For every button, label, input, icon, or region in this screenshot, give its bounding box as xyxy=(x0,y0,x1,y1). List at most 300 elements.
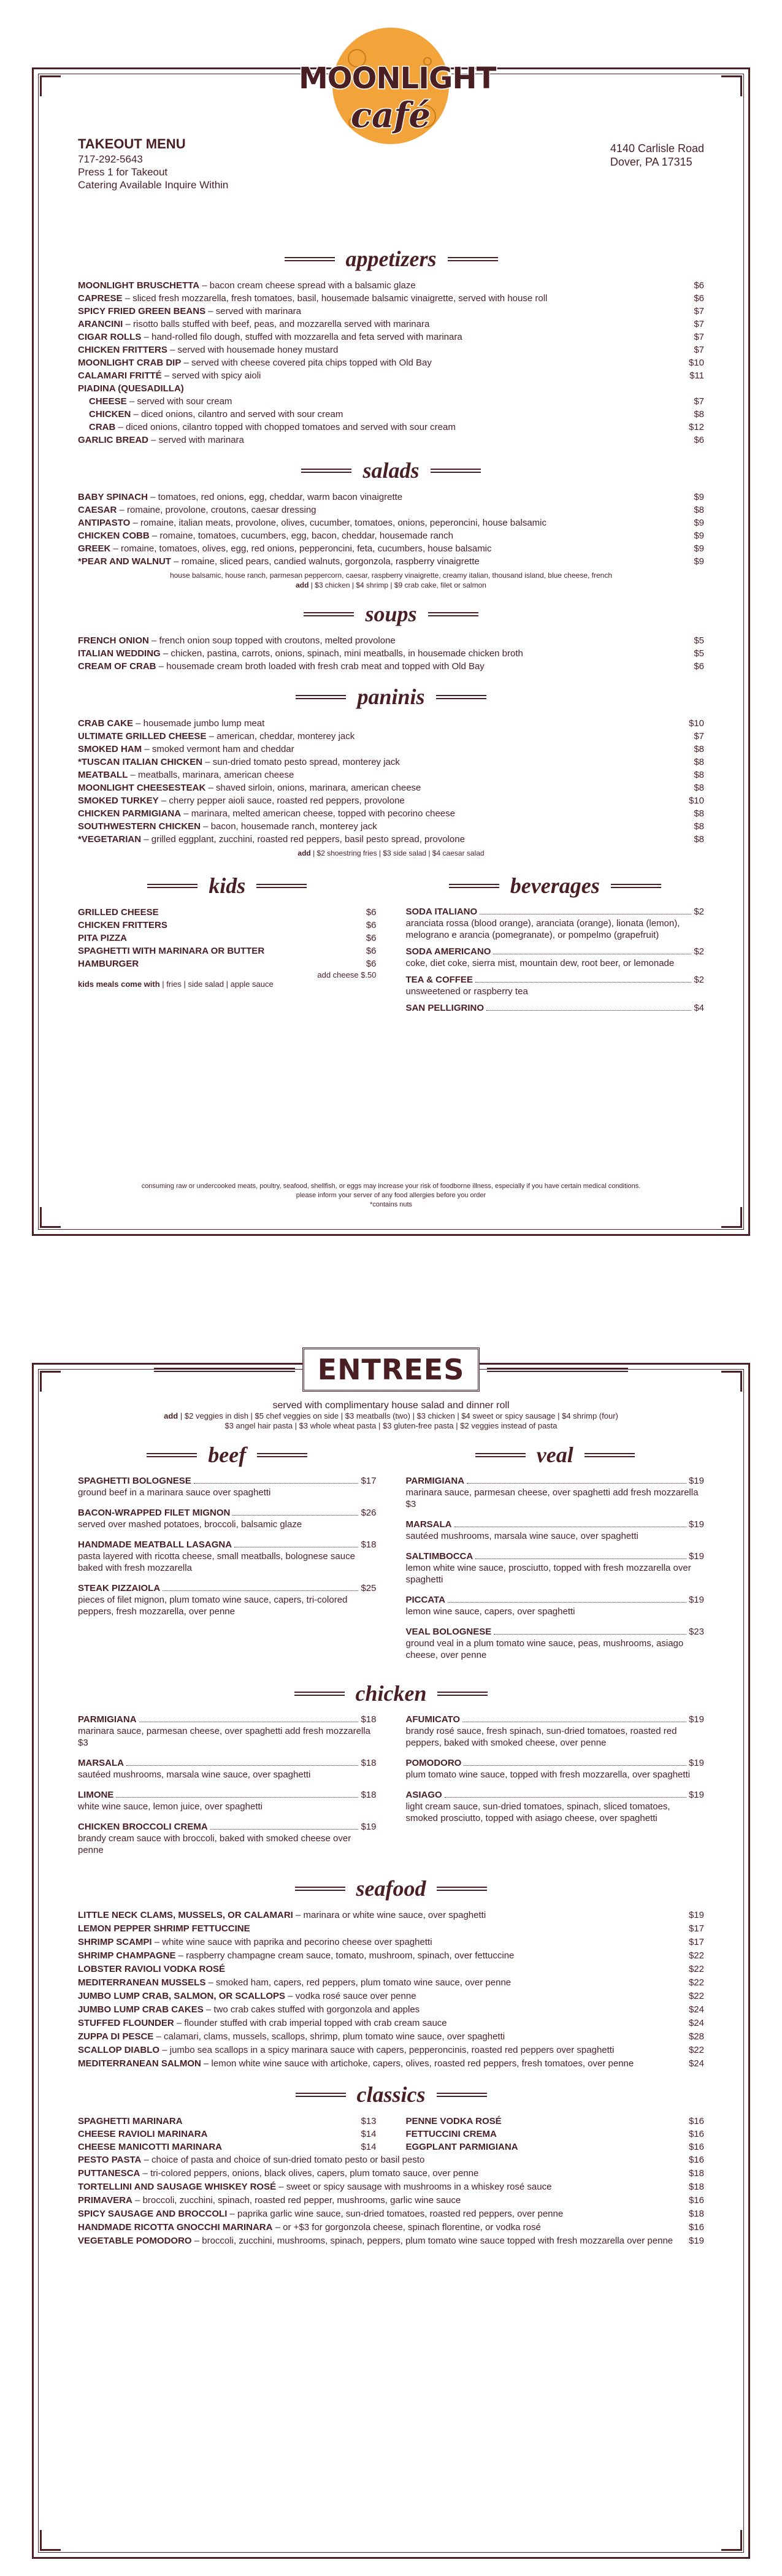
menu-item-text xyxy=(78,1922,685,1936)
entree-item xyxy=(78,1789,377,1812)
menu-item-name: ANTIPASTO xyxy=(78,518,131,528)
entrees-banner xyxy=(78,1347,704,1392)
entree-item-description: marinara sauce, parmesan cheese, over spaghetti add fresh mozzarella $3 xyxy=(78,1726,370,1748)
entree-item-price: $4 xyxy=(694,1003,704,1013)
entree-item-name: SPAGHETTI BOLOGNESE xyxy=(78,1476,191,1486)
entree-item-header xyxy=(406,974,705,986)
menu-item-text xyxy=(78,292,690,305)
menu-item-text xyxy=(78,2207,685,2221)
menu-item-description: – housemade jumbo lump meat xyxy=(133,718,265,729)
menu-item-price: $14 xyxy=(361,2142,377,2152)
menu-item-price: $6 xyxy=(694,293,704,304)
menu-item-description: – chicken, pastina, carrots, onions, spinach, mini meatballs, in housemade chicken broth xyxy=(160,648,523,659)
beverages-section xyxy=(406,862,705,1019)
ornament-corner xyxy=(721,1207,742,1228)
menu-item-text xyxy=(78,504,690,516)
menu-item-price: $22 xyxy=(688,1964,704,1974)
menu-footer xyxy=(78,1182,704,1209)
menu-item-name: *PEAR AND WALNUT xyxy=(78,556,171,567)
menu-item-price: $6 xyxy=(366,933,377,943)
entree-item-header xyxy=(406,906,705,918)
menu-item xyxy=(78,434,704,447)
menu-item-text xyxy=(78,2221,685,2234)
menu-item xyxy=(78,2030,704,2044)
menu-item-description: – diced onions, cilantro and served with sour cream xyxy=(131,409,343,420)
menu-item xyxy=(78,2234,704,2248)
menu-item-price: $16 xyxy=(688,2195,704,2206)
menu-item-name: MOONLIGHT CHEESESTEAK xyxy=(78,783,206,793)
menu-item-description: – marinara, melted american cheese, topped with pecorino cheese xyxy=(181,808,455,819)
menu-item-text xyxy=(78,919,362,932)
menu-item-description: – bacon cream cheese spread with a balsamic glaze xyxy=(199,280,416,291)
leader-dots xyxy=(462,1714,686,1722)
menu-item-text xyxy=(78,1936,685,1949)
menu-item xyxy=(78,2017,704,2030)
menu-item-text xyxy=(406,2115,685,2128)
chicken-columns xyxy=(78,1714,704,1865)
entree-item-description: brandy rosé sauce, fresh spinach, sun-dried tomatoes, roasted red peppers, baked with smoked cheese, over penne xyxy=(405,1726,677,1748)
menu-item-name: SMOKED HAM xyxy=(78,744,142,754)
menu-item-text xyxy=(78,820,690,833)
menu-item-name: TORTELLINI AND SAUSAGE WHISKEY ROSÉ xyxy=(78,2182,277,2192)
entree-item-description: coke, diet coke, sierra mist, mountain dew, root beer, or lemonade xyxy=(405,958,675,968)
entree-item-name: BACON-WRAPPED FILET MIGNON xyxy=(78,1508,231,1518)
menu-item-name: HAMBURGER xyxy=(78,959,139,969)
entree-item-price: $23 xyxy=(688,1627,704,1637)
menu-item-price: $8 xyxy=(694,821,704,832)
entree-item-header xyxy=(406,1757,705,1769)
menu-item xyxy=(78,279,704,292)
entree-item-description: pieces of filet mignon, plum tomato wine sauce, capers, tri-colored peppers, fresh mozzarella, over penne xyxy=(78,1595,348,1617)
menu-item xyxy=(78,957,377,970)
menu-item xyxy=(78,660,704,673)
entree-item-price: $18 xyxy=(361,1714,377,1725)
menu-item-name: SOUTHWESTERN CHICKEN xyxy=(78,821,201,832)
salad-addons: add | $3 chicken | $4 shrimp | $9 crab cake, filet or salmon xyxy=(296,581,486,589)
menu-item xyxy=(78,1990,704,2003)
menu-item-text xyxy=(78,279,690,292)
leader-dots xyxy=(475,1551,686,1559)
menu-item xyxy=(78,292,704,305)
logo-name-top: MOONLIGHT xyxy=(299,61,496,96)
entree-item xyxy=(406,946,705,969)
menu-item xyxy=(78,820,704,833)
menu-item-description: – american, cheddar, monterey jack xyxy=(206,731,355,742)
menu-item-description: – choice of pasta and choice of sun-dried tomato pesto or basil pesto xyxy=(141,2155,425,2165)
menu-item-name: SCALLOP DIABLO xyxy=(78,2045,160,2055)
logo-name-bottom: café xyxy=(350,95,431,136)
menu-item-text xyxy=(78,1909,685,1922)
entree-item-description: white wine sauce, lemon juice, over spaghetti xyxy=(78,1801,263,1812)
menu-item-name: CAESAR xyxy=(78,505,117,515)
entree-item-name: MARSALA xyxy=(405,1519,452,1530)
menu-item-price: $8 xyxy=(694,744,704,754)
menu-item xyxy=(78,331,704,343)
menu-item-name: CAPRESE xyxy=(78,293,123,304)
menu-item-text xyxy=(78,807,690,820)
menu-item xyxy=(78,2115,377,2128)
menu-item-price: $17 xyxy=(688,1937,704,1947)
menu-item xyxy=(78,1963,704,1976)
menu-item-description: – served with spicy aioli xyxy=(161,370,261,381)
kids-heading: kids xyxy=(78,873,377,899)
entrees-menu-page xyxy=(32,1353,750,2559)
menu-item-description: – smoked vermont ham and cheddar xyxy=(142,744,294,754)
menu-item-description: – served with marinara xyxy=(148,435,244,445)
menu-item-price: $22 xyxy=(688,1991,704,2001)
entree-item xyxy=(406,1475,705,1510)
entree-item xyxy=(78,1507,377,1530)
menu-item-description: – romaine, provolone, croutons, caesar dressing xyxy=(117,505,316,515)
menu-item-description: – hand-rolled filo dough, stuffed with mozzarella and feta served with marinara xyxy=(141,332,462,342)
menu-item-name: HANDMADE RICOTTA GNOCCHI MARINARA xyxy=(78,2222,273,2233)
menu-item-price: $8 xyxy=(694,834,704,845)
menu-item-name: CREAM OF CRAB xyxy=(78,661,156,672)
menu-item xyxy=(78,2044,704,2057)
catering-note: Catering Available Inquire Within xyxy=(78,179,229,191)
menu-item-name: VEGETABLE POMODORO xyxy=(78,2236,192,2246)
menu-item-price: $6 xyxy=(366,946,377,956)
menu-item-text xyxy=(78,2141,357,2153)
menu-item-name: *TUSCAN ITALIAN CHICKEN xyxy=(78,757,203,767)
menu-item-text xyxy=(78,343,690,356)
nuts-notice: *contains nuts xyxy=(369,1201,413,1208)
leader-dots xyxy=(234,1539,358,1547)
menu-item-description: – tomatoes, red onions, egg, cheddar, warm bacon vinaigrette xyxy=(147,492,403,502)
ornament-corner xyxy=(721,1371,742,1392)
entree-item-price: $25 xyxy=(361,1583,377,1593)
leader-dots xyxy=(454,1519,686,1527)
menu-item-name: LOBSTER RAVIOLI VODKA ROSÉ xyxy=(78,1964,226,1974)
entree-item-name: LIMONE xyxy=(78,1790,114,1800)
leader-dots xyxy=(480,906,691,914)
moonlight-cafe-logo xyxy=(299,25,496,172)
menu-item-text xyxy=(78,945,362,957)
menu-item-name: CRAB CAKE xyxy=(78,718,133,729)
menu-item-price: $6 xyxy=(694,435,704,445)
entree-item-name: SAN PELLIGRINO xyxy=(405,1003,485,1013)
leader-dots xyxy=(493,946,691,954)
menu-item xyxy=(78,2153,704,2167)
entree-item-header xyxy=(406,1519,705,1530)
entree-item-price: $19 xyxy=(688,1758,704,1768)
entree-item-price: $19 xyxy=(688,1790,704,1800)
menu-item-name: ZUPPA DI PESCE xyxy=(78,2031,154,2042)
entree-item-header xyxy=(406,1002,705,1014)
menu-item-price: $10 xyxy=(688,358,704,368)
allergy-notice: please inform your server of any food allergies before you order xyxy=(296,1192,486,1199)
menu-item-price: $8 xyxy=(694,783,704,793)
menu-item-text xyxy=(78,2128,357,2141)
entree-item xyxy=(406,1789,705,1824)
menu-item-name: PITA PIZZA xyxy=(78,933,127,943)
menu-item-description: – white wine sauce with paprika and pecorino cheese over spaghetti xyxy=(151,1937,432,1947)
entree-item-description: light cream sauce, sun-dried tomatoes, spinach, sliced tomatoes, smoked prosciutto, topped with asiago cheese, over spaghetti xyxy=(405,1801,670,1823)
menu-item-description: – sweet or spicy sausage with mushrooms in a whiskey rosé sauce xyxy=(276,2182,552,2192)
menu-item-price: $10 xyxy=(688,718,704,729)
menu-item xyxy=(78,2167,704,2180)
menu-item-description: – raspberry champagne cream sauce, tomato, mushroom, spinach, over fettuccine xyxy=(175,1950,515,1961)
menu-item-name: CHICKEN xyxy=(89,409,131,420)
menu-item xyxy=(406,2115,705,2128)
leader-dots xyxy=(445,1789,686,1798)
menu-item xyxy=(78,491,704,504)
menu-item-price: $8 xyxy=(694,770,704,780)
veal-section xyxy=(406,1431,705,1669)
beef-list xyxy=(78,1475,377,1617)
menu-item-name: LITTLE NECK CLAMS, MUSSELS, OR CALAMARI xyxy=(78,1910,293,1920)
menu-item-price: $7 xyxy=(694,396,704,407)
menu-item-price: $24 xyxy=(688,2018,704,2028)
menu-item-description: – smoked ham, capers, red peppers, plum tomato wine sauce, over penne xyxy=(205,1977,512,1988)
address-city: Dover, PA 17315 xyxy=(610,156,692,168)
menu-item xyxy=(78,1909,704,1922)
entree-addons-2: $3 angel hair pasta | $3 whole wheat pasta | $3 gluten-free pasta | $2 veggies instead of pasta xyxy=(224,1421,558,1430)
entree-item-price: $19 xyxy=(688,1519,704,1530)
menu-item-text xyxy=(78,634,690,647)
menu-item-text xyxy=(78,2057,685,2071)
menu-item xyxy=(78,717,704,730)
menu-item-price: $28 xyxy=(688,2031,704,2042)
menu-item xyxy=(78,343,704,356)
menu-item-price: $7 xyxy=(694,731,704,742)
menu-item-text xyxy=(78,382,700,395)
menu-item-price: $22 xyxy=(688,1950,704,1961)
menu-item-name: PIADINA (QUESADILLA) xyxy=(78,383,184,394)
menu-item xyxy=(78,2207,704,2221)
panini-addons: add | $2 shoestring fries | $3 side salad | $4 caesar salad xyxy=(297,849,485,857)
leader-dots xyxy=(486,1002,691,1011)
menu-item-price: $7 xyxy=(694,319,704,329)
entree-item-header xyxy=(406,1626,705,1638)
entree-item-name: VEAL BOLOGNESE xyxy=(405,1627,492,1637)
menu-item-name: PENNE VODKA ROSÉ xyxy=(405,2116,502,2126)
menu-item-price: $9 xyxy=(694,531,704,541)
menu-item xyxy=(406,2128,705,2141)
phone-number: 717-292-5643 xyxy=(78,153,143,165)
menu-item-text xyxy=(89,395,690,408)
menu-item-text xyxy=(78,1976,685,1990)
entree-item-name: CHICKEN BROCCOLI CREMA xyxy=(78,1822,208,1832)
menu-item-description: – sun-dried tomato pesto spread, monterey jack xyxy=(202,757,400,767)
soups-list xyxy=(78,634,704,673)
menu-item xyxy=(78,542,704,555)
entree-item-price: $26 xyxy=(361,1508,377,1518)
appetizers-heading: appetizers xyxy=(78,246,704,272)
entree-item-name: SODA AMERICANO xyxy=(405,946,491,957)
menu-item-price: $7 xyxy=(694,345,704,355)
entree-item-price: $18 xyxy=(361,1758,377,1768)
menu-item xyxy=(78,743,704,756)
menu-item-text xyxy=(78,2017,685,2030)
menu-item xyxy=(78,730,704,743)
menu-item-description: – marinara or white wine sauce, over spaghetti xyxy=(293,1910,486,1920)
entree-item xyxy=(78,1582,377,1617)
menu-item-text xyxy=(78,2044,685,2057)
menu-item-name: *VEGETARIAN xyxy=(78,834,142,845)
entree-item-name: HANDMADE MEATBALL LASAGNA xyxy=(78,1539,232,1550)
menu-item-text xyxy=(78,2030,685,2044)
beef-section xyxy=(78,1431,377,1669)
menu-item-text xyxy=(78,730,690,743)
entrees-served-note: served with complimentary house salad and dinner roll xyxy=(272,1400,510,1411)
address-street: 4140 Carlisle Road xyxy=(610,142,704,155)
classics-list-left xyxy=(78,2115,377,2153)
menu-item-name: GARLIC BREAD xyxy=(78,435,148,445)
entree-item-description: served over mashed potatoes, broccoli, balsamic glaze xyxy=(78,1519,302,1530)
entree-item xyxy=(78,1821,377,1856)
menu-item-price: $16 xyxy=(688,2222,704,2233)
beverages-list xyxy=(406,906,705,1014)
menu-item-name: ULTIMATE GRILLED CHEESE xyxy=(78,731,207,742)
menu-item-text xyxy=(78,516,690,529)
leader-dots xyxy=(126,1757,358,1766)
menu-item-description: – or +$3 for gorgonzola cheese, spinach florentine, or vodka rosé xyxy=(272,2222,541,2233)
entree-item-description: brandy cream sauce with broccoli, baked with smoked cheese over penne xyxy=(78,1833,351,1855)
entree-addons: add | $2 veggies in dish | $5 chef veggies on side | $3 meatballs (two) | $3 chicken | $4 sweet or spicy sausage | $4 shrimp (four) xyxy=(164,1411,618,1420)
entree-item-name: PARMIGIANA xyxy=(78,1714,137,1725)
entree-item-header xyxy=(78,1821,377,1833)
menu-item-name: MOONLIGHT CRAB DIP xyxy=(78,358,182,368)
menu-item-name: SPICY FRIED GREEN BEANS xyxy=(78,306,206,316)
menu-item-description: – romaine, tomatoes, cucumbers, egg, bacon, cheddar, housemade ranch xyxy=(149,531,453,541)
entree-item xyxy=(78,1714,377,1749)
menu-item-price: $17 xyxy=(688,1923,704,1934)
menu-item-text xyxy=(78,2115,357,2128)
menu-item-name: FETTUCCINI CREMA xyxy=(405,2129,497,2139)
kids-list xyxy=(78,906,377,970)
menu-item-price: $10 xyxy=(688,795,704,806)
menu-item xyxy=(78,906,377,919)
menu-item-price: $16 xyxy=(688,2116,704,2126)
menu-item xyxy=(78,2128,377,2141)
menu-item-text xyxy=(78,369,686,382)
menu-item-text xyxy=(78,1949,685,1963)
menu-item-text xyxy=(78,2167,685,2180)
classics-heading: classics xyxy=(78,2082,704,2107)
menu-item-name: PESTO PASTA xyxy=(78,2155,142,2165)
menu-item-price: $19 xyxy=(688,1910,704,1920)
menu-item xyxy=(78,647,704,660)
menu-item xyxy=(78,318,704,331)
entree-item xyxy=(406,906,705,941)
entree-item-header xyxy=(406,1714,705,1725)
menu-item xyxy=(78,408,704,421)
menu-item xyxy=(78,794,704,807)
menu-item-price: $7 xyxy=(694,332,704,342)
menu-item-description: – sliced fresh mozzarella, fresh tomatoes, basil, housemade balsamic vinaigrette, served with house roll xyxy=(122,293,548,304)
menu-item-description: – broccoli, zucchini, mushrooms, spinach, peppers, plum tomato wine sauce topped with fresh mozzarella over penne xyxy=(191,2236,673,2246)
menu-item-price: $5 xyxy=(694,648,704,659)
entree-item-name: PICCATA xyxy=(405,1595,445,1605)
menu-item-text xyxy=(78,356,685,369)
menu-item-price: $5 xyxy=(694,635,704,646)
menu-item-price: $22 xyxy=(688,2045,704,2055)
menu-item-price: $24 xyxy=(688,2058,704,2069)
beef-heading: beef xyxy=(78,1442,377,1468)
beverages-heading: beverages xyxy=(406,873,705,899)
leader-dots xyxy=(464,1757,686,1766)
ornament-corner xyxy=(40,1207,61,1228)
menu-item-description: – jumbo sea scallops in a spicy marinara sauce with capers, pepperoncinis, roasted red peppers over spaghetti xyxy=(159,2045,615,2055)
menu-item-description: – served with housemade honey mustard xyxy=(167,345,339,355)
menu-item-text xyxy=(78,833,690,846)
menu-item xyxy=(78,504,704,516)
paninis-heading: paninis xyxy=(78,684,704,710)
menu-item-text xyxy=(406,2141,685,2153)
entree-item-header xyxy=(406,1594,705,1606)
kids-beverages-columns xyxy=(78,862,704,1019)
entree-item-description: ground beef in a marinara sauce over spaghetti xyxy=(78,1487,271,1498)
menu-item-name: JUMBO LUMP CRAB CAKES xyxy=(78,2004,204,2015)
menu-item-name: GRILLED CHEESE xyxy=(78,907,159,918)
menu-item-text xyxy=(78,1963,685,1976)
menu-item-name: SPAGHETTI MARINARA xyxy=(78,2116,183,2126)
menu-item-price: $22 xyxy=(688,1977,704,1988)
takeout-title: TAKEOUT MENU xyxy=(78,136,186,151)
beef-veal-columns xyxy=(78,1431,704,1669)
menu-item-description: – romaine, sliced pears, candied walnuts, gorgonzola, raspberry vinaigrette xyxy=(171,556,480,567)
menu-item-text xyxy=(78,932,362,945)
menu-item-name: SHRIMP CHAMPAGNE xyxy=(78,1950,176,1961)
menu-item-description: – cherry pepper aioli sauce, roasted red peppers, provolone xyxy=(158,795,405,806)
entree-item-description: lemon white wine sauce, prosciutto, topped with fresh mozzarella over spaghetti xyxy=(405,1563,691,1585)
entree-item-description: plum tomato wine sauce, topped with fresh mozzarella, over spaghetti xyxy=(405,1769,691,1780)
entree-item-price: $2 xyxy=(694,975,704,985)
menu-item-price: $14 xyxy=(361,2129,377,2139)
menu-item-name: SPAGHETTI WITH MARINARA OR BUTTER xyxy=(78,946,265,956)
raw-food-warning: consuming raw or undercooked meats, poultry, seafood, shellfish, or eggs may increase your risk of foodborne illness, especially if you have certain medical conditions. xyxy=(141,1183,641,1190)
entree-item-header xyxy=(78,1789,377,1801)
entree-item-description: aranciata rossa (blood orange), aranciata (orange), lionata (lemon), melograno e arancia (pomegranate), or pompelmo (grapefruit) xyxy=(405,918,680,940)
ornament-corner xyxy=(40,2530,61,2551)
leader-dots xyxy=(232,1507,358,1516)
entree-item-price: $2 xyxy=(694,946,704,957)
menu-item xyxy=(78,807,704,820)
kids-add-cheese: add cheese $.50 xyxy=(317,970,377,979)
menu-item-price: $7 xyxy=(694,306,704,316)
soups-heading: soups xyxy=(78,601,704,627)
menu-item-text xyxy=(78,2153,685,2167)
entree-item xyxy=(406,1757,705,1781)
leader-dots xyxy=(494,1626,686,1635)
menu-item-name: CHICKEN FRITTERS xyxy=(78,920,167,930)
salads-heading: salads xyxy=(78,458,704,483)
menu-item-price: $9 xyxy=(694,492,704,502)
leader-dots xyxy=(163,1582,358,1591)
entree-item-name: SALTIMBOCCA xyxy=(405,1551,473,1562)
menu-item-name: GREEK xyxy=(78,543,111,554)
menu-item-price: $12 xyxy=(688,422,704,432)
takeout-info xyxy=(78,136,228,191)
leader-dots xyxy=(116,1789,358,1798)
menu-item xyxy=(78,769,704,781)
entree-item-price: $18 xyxy=(361,1539,377,1550)
classics-list xyxy=(78,2153,704,2248)
menu-item xyxy=(78,2057,704,2071)
menu-item-price: $6 xyxy=(366,920,377,930)
menu-item-text xyxy=(406,2128,685,2141)
menu-item-name: SHRIMP SCAMPI xyxy=(78,1937,152,1947)
menu-item xyxy=(78,421,704,434)
chicken-list-right xyxy=(406,1714,705,1865)
entrees-title: ENTREES xyxy=(302,1347,480,1392)
menu-item-description: – vodka rosé sauce over penne xyxy=(285,1991,416,2001)
entree-item-description: sautéed mushrooms, marsala wine sauce, over spaghetti xyxy=(405,1531,638,1541)
menu-item-text xyxy=(78,906,362,919)
ornament-corner xyxy=(721,2530,742,2551)
appetizers-list xyxy=(78,279,704,447)
